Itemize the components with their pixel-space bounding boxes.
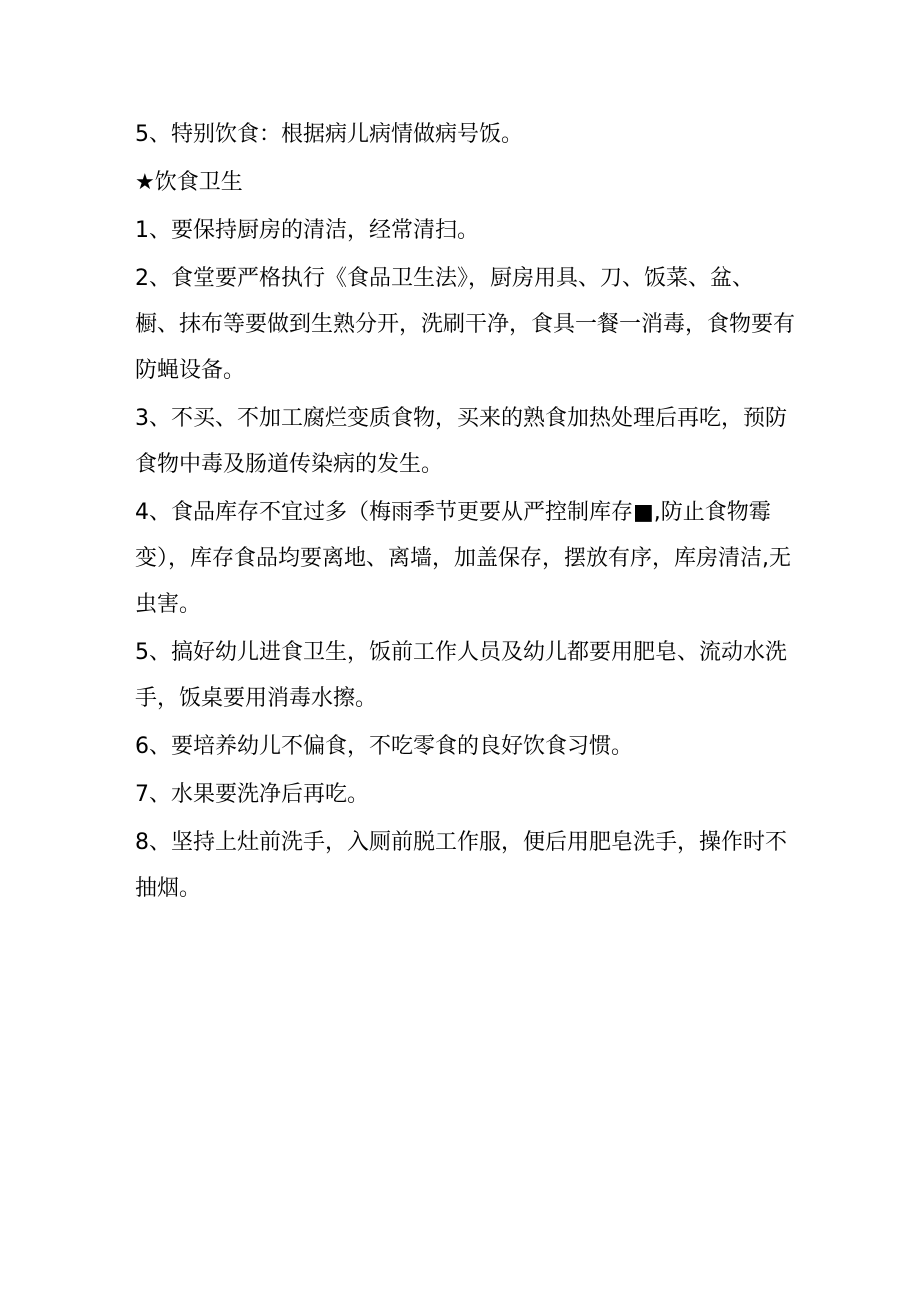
paragraph-item-5: 5、搞好幼儿进食卫生，饭前工作人员及幼儿都要用肥皂、流动水洗手，饭桌要用消毒水擦。 — [135, 640, 787, 711]
section-heading-food-hygiene: ★饮食卫生 — [135, 170, 243, 195]
paragraph-item-3: 3、不买、不加工腐烂变质食物，买来的熟食加热处理后再吃，预防食物中毒及肠道传染病的发生。 — [135, 406, 787, 477]
paragraph-item-1: 1、要保持厨房的清洁，经常清扫。 — [135, 218, 479, 243]
paragraph-special-diet: 5、特别饮食：根据病儿病情做病号饭。 — [135, 122, 523, 147]
paragraph-item-7: 7、水果要洗净后再吃。 — [135, 782, 369, 807]
paragraph-item-2: 2、食堂要严格执行《食品卫生法》，厨房用具、刀、饭菜、盆、橱、抹布等要做到生熟分开，洗刷干净，食具一餐一消毒，食物要有防蝇设备。 — [135, 266, 796, 383]
document-body — [135, 112, 795, 912]
paragraph-item-4: 4、食品库存不宜过多（梅雨季节更要从严控制库存■,防止食物霉变），库存食品均要离地、离墙，加盖保存，摆放有序，库房清洁,无虫害。 — [135, 500, 791, 617]
paragraph-item-8: 8、坚持上灶前洗手，入厕前脱工作服，便后用肥皂洗手，操作时不抽烟。 — [135, 830, 787, 901]
paragraph-item-6: 6、要培养幼儿不偏食，不吃零食的良好饮食习惯。 — [135, 734, 633, 759]
